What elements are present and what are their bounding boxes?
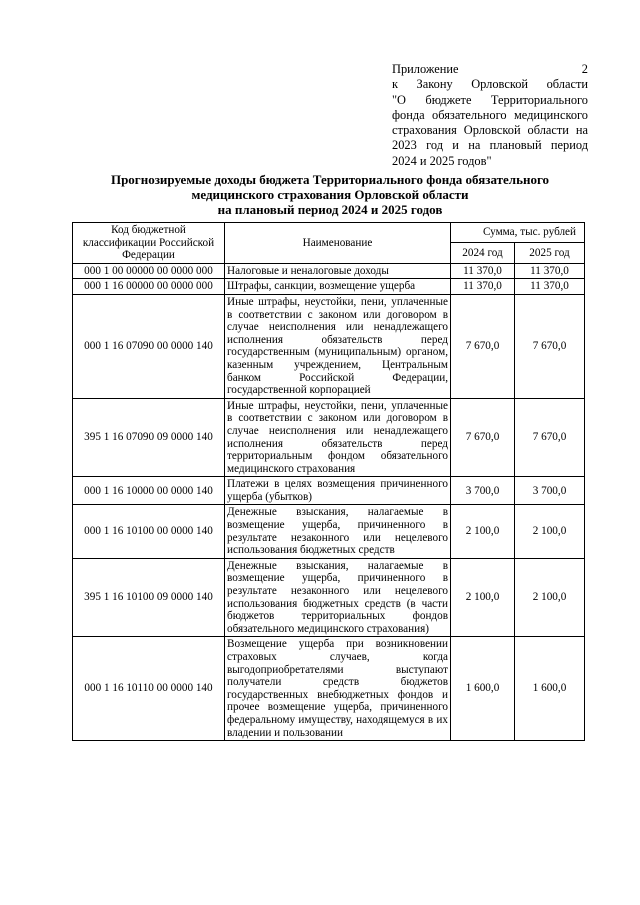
value-2024-cell: 11 370,0 bbox=[451, 263, 515, 279]
code-cell: 000 1 16 10110 00 0000 140 bbox=[73, 637, 225, 741]
title-line: на плановый период 2024 и 2025 годов bbox=[217, 202, 443, 217]
appendix-line: фонда обязательного медицинского bbox=[392, 107, 588, 122]
appendix-line: 2024 и 2025 годов" bbox=[392, 153, 492, 168]
name-cell: Штрафы, санкции, возмещение ущерба bbox=[225, 279, 451, 295]
appendix-line: "О бюджете Территориального bbox=[392, 92, 588, 107]
table-row bbox=[73, 505, 585, 558]
value-2024-cell: 7 670,0 bbox=[451, 294, 515, 398]
header-2025: 2025 год bbox=[515, 243, 585, 263]
table-row bbox=[73, 558, 585, 637]
header-2024: 2024 год bbox=[451, 243, 515, 263]
code-cell: 000 1 16 10000 00 0000 140 bbox=[73, 477, 225, 505]
table-row bbox=[73, 294, 585, 398]
value-2025-cell: 7 670,0 bbox=[515, 398, 585, 477]
document-title bbox=[80, 172, 580, 217]
code-cell: 000 1 16 00000 00 0000 000 bbox=[73, 279, 225, 295]
value-2024-cell: 7 670,0 bbox=[451, 398, 515, 477]
code-cell: 000 1 16 07090 00 0000 140 bbox=[73, 294, 225, 398]
table-row bbox=[73, 477, 585, 505]
header-code: Код бюджетной классификации Российской Федерации bbox=[73, 223, 225, 264]
value-2025-cell: 1 600,0 bbox=[515, 637, 585, 741]
name-cell: Иные штрафы, неустойки, пени, уплаченные в соответствии с законом или договором в случае неисполнения или ненадлежащего исполнения обязательств перед государственным (муниципальным) органом, казенным учреждением, Центральным банком Российской Федерации, государственной корпорацией bbox=[225, 294, 451, 398]
value-2025-cell: 2 100,0 bbox=[515, 505, 585, 558]
header-name: Наименование bbox=[225, 223, 451, 264]
appendix-note bbox=[392, 62, 588, 169]
name-cell: Возмещение ущерба при возникновении страховых случаев, когда выгодоприобретателями выступают получатели средств бюджетов государственных внебюджетных фондов и прочее возмещение ущерба, причиненного федеральному имуществу, находящемуся в их владении и пользовании bbox=[225, 637, 451, 741]
value-2025-cell: 11 370,0 bbox=[515, 279, 585, 295]
appendix-line: Приложение 2 bbox=[392, 62, 588, 76]
name-cell: Платежи в целях возмещения причиненного ущерба (убытков) bbox=[225, 477, 451, 505]
value-2025-cell: 11 370,0 bbox=[515, 263, 585, 279]
value-2024-cell: 2 100,0 bbox=[451, 558, 515, 637]
name-cell: Налоговые и неналоговые доходы bbox=[225, 263, 451, 279]
header-sum: Сумма, тыс. рублей bbox=[451, 223, 585, 243]
value-2025-cell: 7 670,0 bbox=[515, 294, 585, 398]
name-cell: Денежные взыскания, налагаемые в возмещение ущерба, причиненного в результате незаконного или нецелевого использования бюджетных средств (в части бюджетов территориальных фондов обязательного медицинского страхования) bbox=[225, 558, 451, 637]
value-2024-cell: 1 600,0 bbox=[451, 637, 515, 741]
appendix-line: страхования Орловской области на bbox=[392, 123, 588, 138]
revenue-table bbox=[72, 222, 585, 741]
table-row bbox=[73, 279, 585, 295]
code-cell: 000 1 16 10100 00 0000 140 bbox=[73, 505, 225, 558]
value-2025-cell: 2 100,0 bbox=[515, 558, 585, 637]
code-cell: 395 1 16 10100 09 0000 140 bbox=[73, 558, 225, 637]
code-cell: 000 1 00 00000 00 0000 000 bbox=[73, 263, 225, 279]
appendix-line: 2023 год и на плановый период bbox=[392, 138, 588, 153]
value-2025-cell: 3 700,0 bbox=[515, 477, 585, 505]
code-cell: 395 1 16 07090 09 0000 140 bbox=[73, 398, 225, 477]
table-row bbox=[73, 398, 585, 477]
title-line: Прогнозируемые доходы бюджета Территориального фонда обязательного bbox=[110, 172, 550, 187]
value-2024-cell: 2 100,0 bbox=[451, 505, 515, 558]
value-2024-cell: 11 370,0 bbox=[451, 279, 515, 295]
table-row bbox=[73, 263, 585, 279]
name-cell: Денежные взыскания, налагаемые в возмещение ущерба, причиненного в результате незаконного или нецелевого использования бюджетных средств bbox=[225, 505, 451, 558]
name-cell: Иные штрафы, неустойки, пени, уплаченные в соответствии с законом или договором в случае неисполнения или ненадлежащего исполнения обязательств перед территориальным фондом обязательного медицинского страхования bbox=[225, 398, 451, 477]
appendix-line: к Закону Орловской области bbox=[392, 77, 588, 92]
table-row bbox=[73, 637, 585, 741]
value-2024-cell: 3 700,0 bbox=[451, 477, 515, 505]
title-line: медицинского страхования Орловской области bbox=[191, 187, 469, 202]
